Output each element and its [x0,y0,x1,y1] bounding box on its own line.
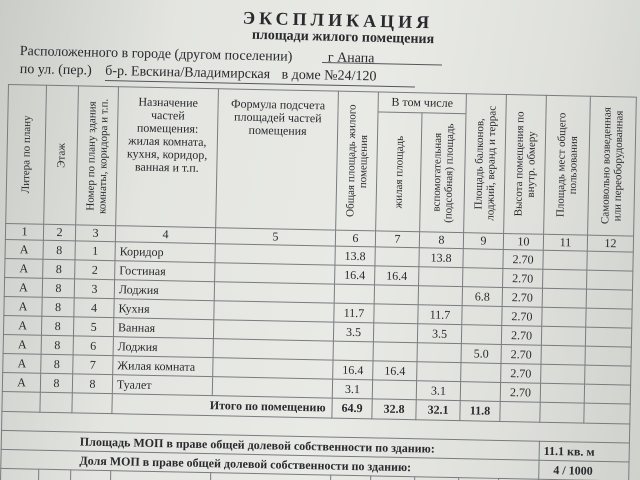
row-height: 2.70 [501,325,541,345]
row-balcony [463,268,503,288]
row-name: Ванная [113,318,213,339]
row-litera: А [5,239,43,259]
col-header-litera: Литера по плану [6,85,47,225]
row-balcony [463,249,503,269]
row-common [541,345,585,365]
row-name: Туалет [112,375,212,396]
row-total: 3.1 [332,379,372,399]
house-value: в доме №24/120 [281,67,377,85]
row-unauthorized [586,270,632,290]
column-number: 8 [419,232,463,249]
row-common [540,383,584,403]
col-header-number: Номер по плану здания комнаты, коридора и т.п. [76,86,119,226]
mop-area-label: Площадь МОП в праве общей долевой собственности по зданию: [1,430,539,460]
row-common [541,364,585,384]
row-aux: 3.5 [417,324,461,344]
column-number: 11 [543,234,587,251]
row-living [372,380,416,400]
row-height: 2.70 [501,363,541,383]
row-aux [417,362,461,382]
row-floor: 8 [41,335,73,355]
data-rows [2,239,633,404]
row-unauthorized [585,327,631,347]
row-balcony: 5.0 [461,344,501,364]
row-name: Жилая комната [113,356,213,377]
col-header-floor: Этаж [44,85,79,225]
street-label: по ул. (пер.) [19,62,92,79]
row-floor: 8 [43,259,75,279]
row-common [542,288,586,308]
row-formula [214,301,334,322]
row-height: 2.70 [502,306,542,326]
col-header-group: В том числе [378,92,466,114]
row-common [543,269,587,289]
column-number: 2 [43,224,75,241]
row-floor: 8 [41,354,73,374]
col-header-height: Высота помещения по внутр. обмеру [504,95,547,235]
column-number: 6 [335,230,375,247]
col-header-formula: Формула подсчета площадей частей помещения [216,89,339,230]
bleed-through-text [170,0,174,16]
row-unauthorized [585,346,631,366]
row-unauthorized [587,251,633,271]
row-floor: 8 [43,240,75,260]
location-label: Расположенного в городе (другом поселении) [19,44,293,65]
row-formula [214,282,334,303]
row-unauthorized [584,384,630,404]
row-balcony [462,306,502,326]
column-number: 12 [587,235,633,252]
row-common [543,250,587,270]
row-living [374,304,418,324]
row-living: 16.4 [375,266,419,286]
row-formula [213,358,333,379]
row-name: Гостиная [115,261,215,282]
row-living [374,285,418,305]
row-balcony [460,382,500,402]
row-balcony [461,363,501,383]
row-living [373,323,417,343]
row-balcony: 6.8 [462,287,502,307]
totals-balcony: 11.8 [460,401,500,422]
row-total: 16.4 [333,360,373,380]
row-floor: 8 [42,278,74,298]
col-header-living: жилая площадь [376,112,422,232]
row-litera: А [3,334,41,354]
row-aux [419,267,463,287]
street-value: б-р. Евскина/Владимирская [105,63,271,83]
row-name: Лоджия [113,337,213,358]
row-litera: А [3,315,41,335]
col-header-aux: вспомогательная (подсобная) площадь [420,113,466,233]
row-number: 4 [74,298,114,318]
totals-living: 32.8 [372,399,416,420]
row-formula [212,377,332,398]
row-floor: 8 [41,316,73,336]
explication-table-wrap [1,84,640,478]
totals-total: 64.9 [332,398,372,419]
row-unauthorized [586,289,632,309]
col-header-balcony: Площадь балконов, лоджий, веранд и террас [464,94,507,234]
row-aux [418,286,462,306]
column-number: 1 [5,223,43,240]
row-total: 13.8 [335,246,375,266]
column-number: 9 [463,233,503,250]
row-aux: 3.1 [416,381,460,401]
mop-area-value: 11.1 кв. м [539,441,629,462]
row-height: 2.70 [502,287,542,307]
row-number: 2 [75,260,115,280]
row-total: 3.5 [333,322,373,342]
row-total: 16.4 [335,265,375,285]
row-aux: 11.7 [418,305,462,325]
row-living [375,247,419,267]
row-number: 8 [72,374,112,394]
row-litera: А [4,296,42,316]
row-floor: 8 [40,373,72,393]
mop-share-label: Доля МОП в праве общей долевой собственности по зданию: [1,449,539,479]
row-litera: А [2,372,40,392]
row-balcony [461,325,501,345]
row-number: 5 [73,317,113,337]
row-formula [215,244,335,265]
row-unauthorized [585,365,631,385]
row-floor: 8 [42,297,74,317]
row-total [333,341,373,361]
row-aux [417,343,461,363]
col-header-purpose: Назначение частей помещения: жилая комната, кухня, коридор, ванная и т.п. [116,87,219,228]
row-formula [215,263,335,284]
row-formula [213,320,333,341]
row-name: Коридор [115,242,215,263]
row-number: 6 [73,336,113,356]
col-header-total-area: Общая площадь жилого помещения [336,91,379,231]
row-living: 16.4 [373,361,417,381]
row-number: 3 [74,279,114,299]
row-common [542,307,586,327]
totals-label: Итого по помещению [112,394,332,418]
col-header-common: Площадь мест общего пользования [544,95,591,235]
row-height: 2.70 [503,268,543,288]
row-height: 2.70 [501,344,541,364]
row-number: 7 [73,355,113,375]
document-subtitle: площади жилого помещения [251,27,435,48]
row-unauthorized [586,308,632,328]
city-value: г Анапа [327,50,375,67]
row-total [334,284,374,304]
totals-aux: 32.1 [416,400,460,421]
row-litera: А [5,258,43,278]
row-living [373,342,417,362]
column-number: 3 [75,225,115,242]
row-common [541,326,585,346]
row-number: 1 [75,241,115,261]
mop-share-value: 4 / 1000 [539,460,629,480]
col-header-unauthorized: Самовольно возведенная или переоборудованная [588,96,637,236]
row-litera: А [4,277,42,297]
row-aux: 13.8 [419,248,463,268]
row-litera: А [3,353,41,373]
row-height: 2.70 [500,382,540,402]
row-formula [213,339,333,360]
column-number: 4 [115,226,215,244]
column-number: 7 [375,231,419,248]
row-name: Лоджия [114,280,214,301]
column-number: 5 [215,228,335,246]
row-total: 11.7 [334,303,374,323]
row-name: Кухня [114,299,214,320]
row-height: 2.70 [503,249,543,269]
column-number: 10 [503,233,543,250]
explication-table [0,84,637,480]
document-title: ЭКСПЛИКАЦИЯ [242,7,434,33]
